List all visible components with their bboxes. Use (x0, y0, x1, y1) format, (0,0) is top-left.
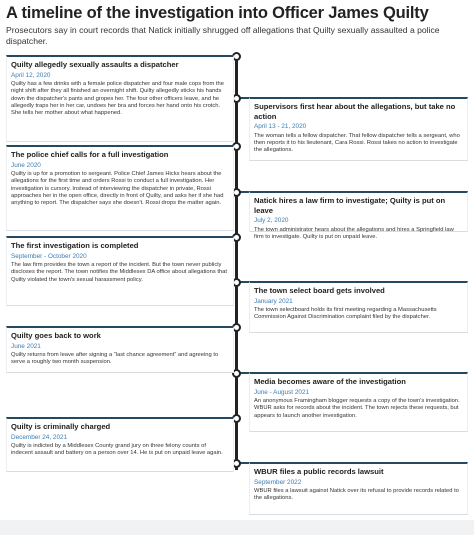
event-title: The town select board gets involved (254, 286, 385, 295)
event-date: January 2021 (254, 297, 293, 305)
event-title: Supervisors first hear about the allegations, but take no action (254, 102, 456, 121)
event-title: Quilty allegedly sexually assaults a dispatcher (11, 60, 179, 69)
event-title: Natick hires a law firm to investigate; Quilty is put on leave (254, 196, 446, 215)
event-date: June 2020 (11, 161, 41, 169)
event-title: Quilty is criminally charged (11, 422, 111, 431)
timeline-event-card (249, 462, 468, 515)
timeline-event-card (6, 417, 234, 472)
event-description: Quilty returns from leave after signing a “last chance agreement” and agreeing to serve a roughly two month suspension. (11, 352, 219, 366)
footer-bar (0, 520, 474, 535)
timeline-event-card (249, 97, 468, 161)
timeline-event-card (6, 145, 234, 231)
event-date: April 12, 2020 (11, 71, 51, 79)
timeline-event-card (6, 326, 234, 373)
event-title: The first investigation is completed (11, 241, 139, 250)
timeline-event-card (249, 281, 468, 333)
event-title: Media becomes aware of the investigation (254, 377, 406, 386)
event-date: September - October 2020 (11, 252, 87, 260)
page-title: A timeline of the investigation into Officer James Quilty (6, 4, 429, 22)
event-date: June 2021 (11, 342, 41, 350)
event-description: WBUR files a lawsuit against Natick over its refusal to provide records related to the allegations. (254, 488, 459, 502)
event-description: The woman tells a fellow dispatcher. That fellow dispatcher tells a sergeant, who then reports it to his lieutenant, Cara Rossi. Rossi takes no action to investigate the allegations. (254, 132, 460, 154)
page-subtitle: Prosecutors say in court records that Natick initially shrugged off allegations that Quilty sexually assaulted a police dispatcher. (6, 25, 440, 46)
event-date: September 2022 (254, 478, 302, 486)
timeline-spine (235, 56, 238, 470)
event-description: Quilty is indicted by a Middlesex County grand jury on three felony counts of indecent assault and battery on a person over 14. He is put on unpaid leave again. (11, 443, 223, 457)
event-date: April 13 - 21, 2020 (254, 123, 307, 130)
event-description: The town administrator hears about the allegations and hires a Springfield law firm to investigate. Quilty is put on unpaid leave. (254, 226, 454, 240)
event-description: Quilty has a few drinks with a female police dispatcher and four male cops from the night shift after they all finished an overnight shift. Quilty allegedly sticks his hands down the dispatcher's pants and gropes her. The four other officers leave, and he allegedly traps her in her car, undoes her bra and forces her hand onto his crotch. She tells her mother about what happened. (11, 81, 224, 117)
event-title: WBUR files a public records lawsuit (254, 467, 384, 476)
event-title: The police chief calls for a full investigation (11, 150, 169, 159)
event-description: The town selectboard holds its first meeting regarding a Massachusetts Commission Against Discrimination complaint filed by the dispatcher. (254, 307, 437, 321)
event-date: June - August 2021 (254, 388, 310, 396)
timeline-event-card (249, 372, 468, 432)
event-date: July 2, 2020 (254, 217, 289, 224)
event-title: Quilty goes back to work (11, 331, 101, 340)
event-description: An anonymous Framingham blogger requests a copy of the town's investigation. WBUR asks for records about the incident. The town rejects these requests, but appears to launch another investigation. (254, 398, 460, 419)
event-description: Quilty is up for a promotion to sergeant. Police Chief James Hicks hears about the allegations for the first time and orders Rossi to conduct a full investigation. Her investigation is cursory. Instead of interviewing the dispatcher in private, Rossi approaches her in the open office, directly in front of Quilty, and asks her if she had anything to report. The dispatcher says she doesn't. Rossi drops the matter again. (11, 171, 224, 207)
event-description: The law firm provides the town a report of the incident. But the town never publicly discloses the report. The town notifies the Middlesex DA office about allegations that Quilty violated the town's sexual harassment policy. (11, 262, 228, 283)
timeline-event-card (6, 236, 234, 306)
event-date: December 24, 2021 (11, 433, 68, 441)
timeline-event-card (249, 191, 468, 240)
timeline-event-card (6, 55, 234, 142)
